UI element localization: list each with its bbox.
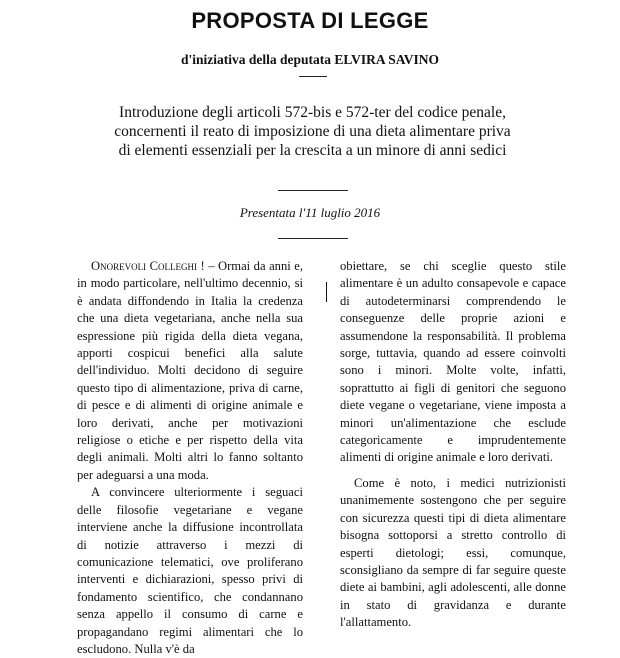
divider-rule [278,190,348,191]
paragraph: A convincere ulteriormente i seguaci delle filosofie vegetariane e vegane interviene anche la diffusione incontrollata di notizie attraverso i mezzi di comunicazione telematici, ove proliferano interventi e dichiarazioni, spesso privi di fondamento scientifico, che condannano senza appello il consumo di carne e propagandano regimi alimentari che lo escludono. Nulla v'è da [77,485,303,656]
divider-rule [299,76,327,77]
intro-line: concernenti il reato di imposizione di una dieta alimentare priva [114,123,511,140]
presentation-date: Presentata l'11 luglio 2016 [239,205,381,220]
paragraph: Come è noto, i medici nutrizionisti unanimemente sostengono che per seguire con sicurezza questi tipi di dieta alimentare bisogna sottoporsi a stretto controllo di esperti dietologi; essi, comunque, sconsigliano da sempre di far seguire queste diete ai bambini, agli adolescenti, alle donne in stato di gravidanza e durante l'allattamento. [340,475,566,630]
text-column-right [340,258,566,632]
document-title: PROPOSTA DI LEGGE [191,8,429,33]
intro-line: Introduzione degli articoli 572-bis e 572-ter del codice penale, [119,104,506,121]
paragraph [77,258,303,484]
text-column-left [77,258,303,658]
paragraph-text: – Ormai da anni e, in modo particolare, nell'ultimo decennio, si è andata diffondendo in Italia la credenza che una dieta vegetariana, anche nella sua espressione più rigida della dieta vegana, apporti cospicui benefici alla salute dell'individuo. Molti decidono di seguire questo tipo di alimentazione, priva di carne, di pesce e di alimenti di origine animale e loro derivati, anche per motivazioni religiose o etiche e per rispetto della vita degli animali. Molti altri lo fanno soltanto per adeguarsi a una moda. [77,259,303,482]
salutation: Onorevoli Colleghi ! [91,259,205,273]
divider-rule [278,238,348,239]
intro-line: di elementi essenziali per la crescita a un minore di anni sedici [118,142,507,159]
paragraph: obiettare, se chi sceglie questo stile alimentare è un adulto consapevole e capace di autodeterminarsi comprendendo le conseguenze delle proprie azioni e assumendone la responsabilità. Il problema sorge, tuttavia, quando ad essere coinvolti sono i minori. Molte volte, infatti, soprattutto ai figli di genitori che seguono diete vegane o vegetariane, viene imposta a minori un'alimentazione che esclude categoricamente e imprudentemente alimenti di origine animale e loro derivati. [340,259,566,465]
revision-bar [326,282,327,302]
bill-introduction [60,103,565,160]
document-subtitle: d'iniziativa della deputata ELVIRA SAVINO [180,52,440,67]
